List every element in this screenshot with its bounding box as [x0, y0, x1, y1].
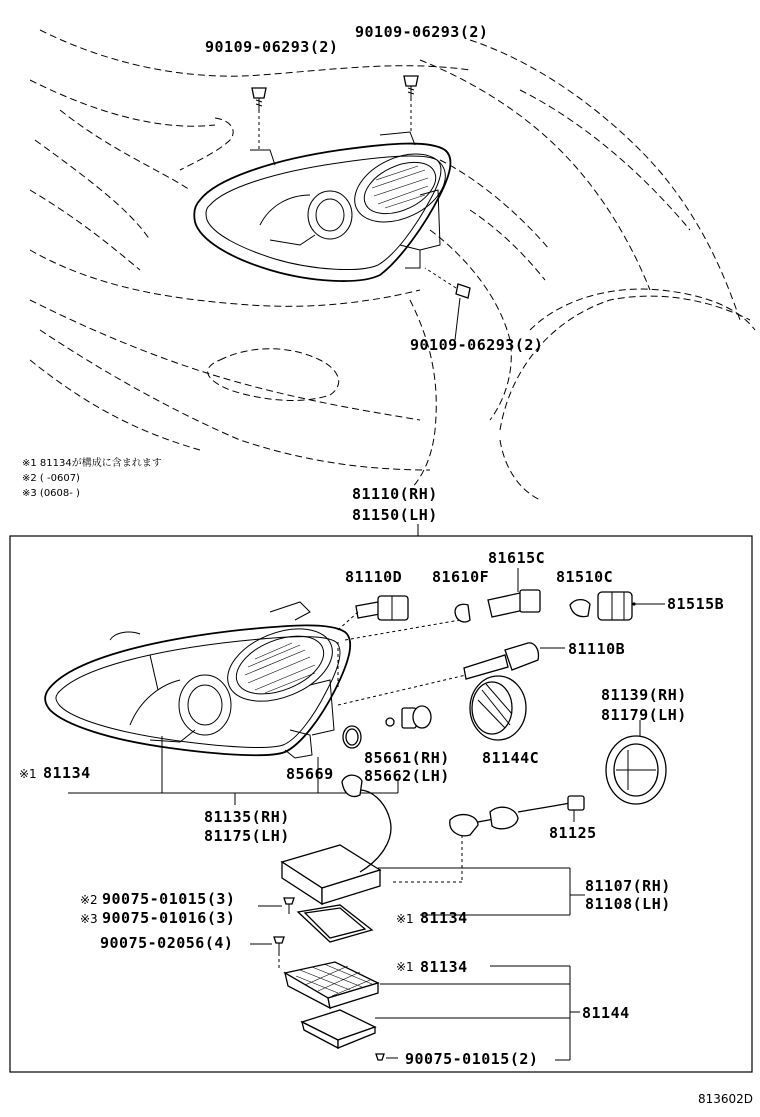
label-81515b: 81515B [667, 595, 725, 613]
note-line-1: ※1 81134が構成に含まれます [22, 458, 162, 469]
o-ring-85669 [343, 726, 361, 748]
bolt-icon [425, 268, 470, 298]
label-81108-lh: 81108(LH) [585, 895, 671, 913]
label-81175-lh: 81175(LH) [204, 827, 290, 845]
gasket-81134 [298, 905, 372, 942]
ballast-81107 [282, 775, 391, 904]
cap-81144c [470, 676, 526, 740]
bulb-81110d [356, 596, 408, 620]
label-81144: 81144 [582, 1004, 630, 1022]
assembly-label-rh: 81110(RH) [352, 485, 438, 503]
bulb-81510c [570, 600, 590, 617]
headlamp-installed [194, 132, 456, 281]
mark-note-3: ※3 [80, 912, 98, 926]
label-81510c: 81510C [556, 568, 614, 586]
mark-note-1-cover: ※1 [396, 960, 414, 974]
note-line-2: ※2 ( -0607) [22, 473, 80, 484]
label-81135-rh: 81135(RH) [204, 808, 290, 826]
label-90075-02056-4: 90075-02056(4) [100, 934, 234, 952]
headlamp-unit [45, 602, 350, 758]
mark-note-1-gasket: ※1 [396, 912, 414, 926]
label-81615c: 81615C [488, 549, 546, 567]
label-81144c: 81144C [482, 749, 540, 767]
label-81110d: 81110D [345, 568, 403, 586]
mark-note-2: ※2 [80, 893, 98, 907]
label-85662-lh: 85662(LH) [364, 767, 450, 785]
label-85661-rh: 85661(RH) [364, 749, 450, 767]
label-81134-main: 81134 [43, 764, 91, 782]
label-81107-rh: 81107(RH) [585, 877, 671, 895]
label-81610f: 81610F [432, 568, 490, 586]
bolt-icon [404, 76, 418, 132]
note-line-3: ※3 (0608- ) [22, 488, 80, 499]
hid-bulb-81110b [464, 643, 538, 679]
label-81139-rh: 81139(RH) [601, 686, 687, 704]
label-81134-cover: 81134 [420, 958, 468, 976]
shield-81139 [606, 736, 666, 804]
label-81110b: 81110B [568, 640, 626, 658]
assembly-label-lh: 81150(LH) [352, 506, 438, 524]
label-81179-lh: 81179(LH) [601, 706, 687, 724]
figure-id: 813602D [698, 1092, 754, 1106]
screw-icon [284, 898, 294, 914]
cover-81134 [285, 962, 378, 1008]
label-90075-01015-2: 90075-01015(2) [405, 1050, 539, 1068]
callout-bolt-upper-right: 90109-06293(2) [355, 23, 489, 41]
screw-icon [274, 937, 284, 953]
bulb-85661 [386, 706, 431, 728]
socket-81615c [488, 590, 540, 617]
socket-81515b [598, 592, 632, 620]
callout-bolt-upper-left: 90109-06293(2) [205, 38, 339, 56]
callout-bolt-lower: 90109-06293(2) [410, 336, 544, 354]
bolt-icon [252, 88, 266, 152]
label-90075-01015-3: 90075-01015(3) [102, 890, 236, 908]
screw-icon [376, 1054, 384, 1060]
bulb-81610f [455, 604, 470, 622]
plate-81144 [302, 1010, 375, 1048]
label-85669: 85669 [286, 765, 334, 783]
mark-note-1: ※1 [19, 767, 37, 781]
label-81125: 81125 [549, 824, 597, 842]
label-90075-01016-3: 90075-01016(3) [102, 909, 236, 927]
label-81134-gasket: 81134 [420, 909, 468, 927]
